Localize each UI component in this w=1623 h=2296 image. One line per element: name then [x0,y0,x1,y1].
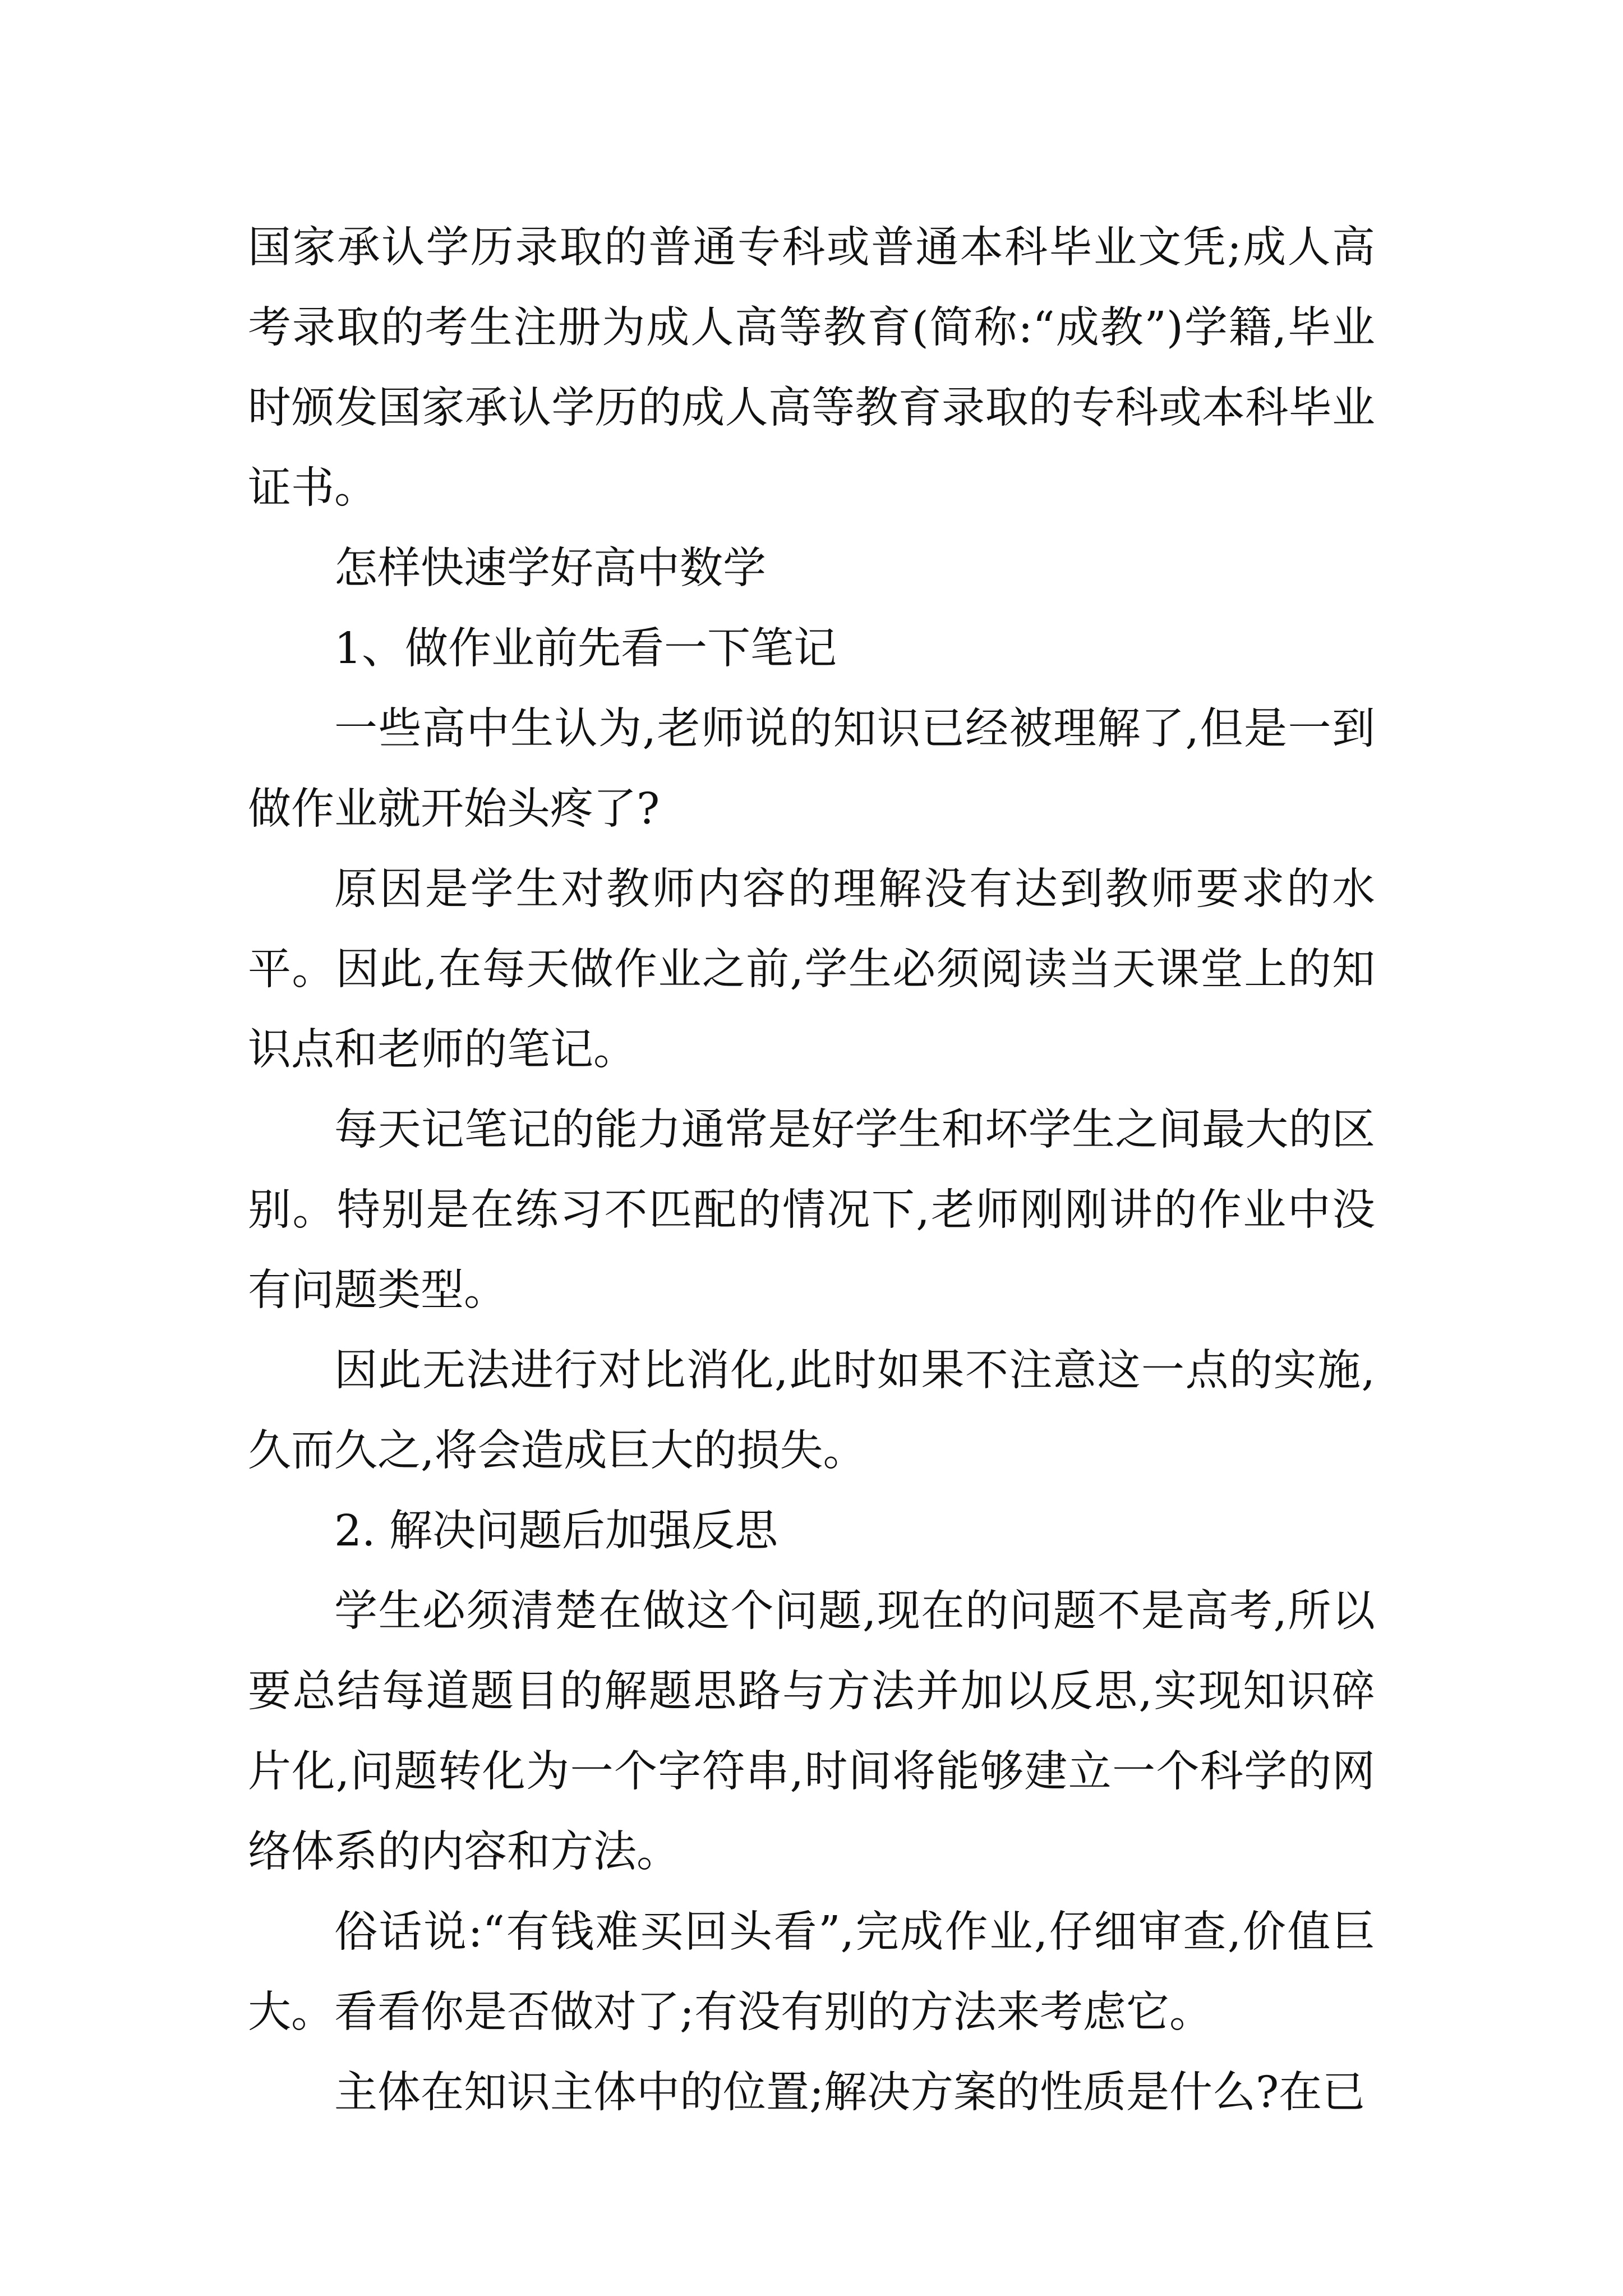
paragraph-consequence: 因此无法进行对比消化,此时如果不注意这一点的实施,久而久之,将会造成巨大的损失。 [248,1346,1375,1476]
paragraph-reason-understanding: 原因是学生对教师内容的理解没有达到教师要求的水平。因此,在每天做作业之前,学生必须阅读当天课堂上的知识点和老师的笔记。 [248,864,1375,1075]
paragraph-enrollment-diploma: 国家承认学历录取的普通专科或普通本科毕业文凭;成人高考录取的考生注册为成人高等教育(简称:“成教”)学籍,毕业时颁发国家承认学历的成人高等教育录取的专科或本科毕业证书。 [248,223,1375,513]
subheading-review-notes: 1、做作业前先看一下笔记 [334,624,837,674]
document-body [248,208,1375,2133]
paragraph-homework-difficulty: 一些高中生认为,老师说的知识已经被理解了,但是一到做作业就开始头疼了? [248,704,1375,834]
paragraph-note-taking: 每天记笔记的能力通常是好学生和坏学生之间最大的区别。特别是在练习不匹配的情况下,老师刚刚讲的作业中没有问题类型。 [248,1105,1375,1315]
paragraph-summarize-methods: 学生必须清楚在做这个问题,现在的问题不是高考,所以要总结每道题目的解题思路与方法并加以反思,实现知识碎片化,问题转化为一个字符串,时间将能够建立一个科学的网络体系的内容和方法。 [248,1586,1375,1877]
paragraph-subject-position: 主体在知识主体中的位置;解决方案的性质是什么?在已 [334,2068,1366,2118]
subheading-reflection: 2. 解决问题后加强反思 [334,1506,778,1556]
paragraph-proverb-review: 俗话说:“有钱难买回头看”,完成作业,仔细审查,价值巨大。看看你是否做对了;有没有别的方法来考虑它。 [248,1907,1375,2037]
section-title-math-study: 怎样快速学好高中数学 [334,544,766,593]
